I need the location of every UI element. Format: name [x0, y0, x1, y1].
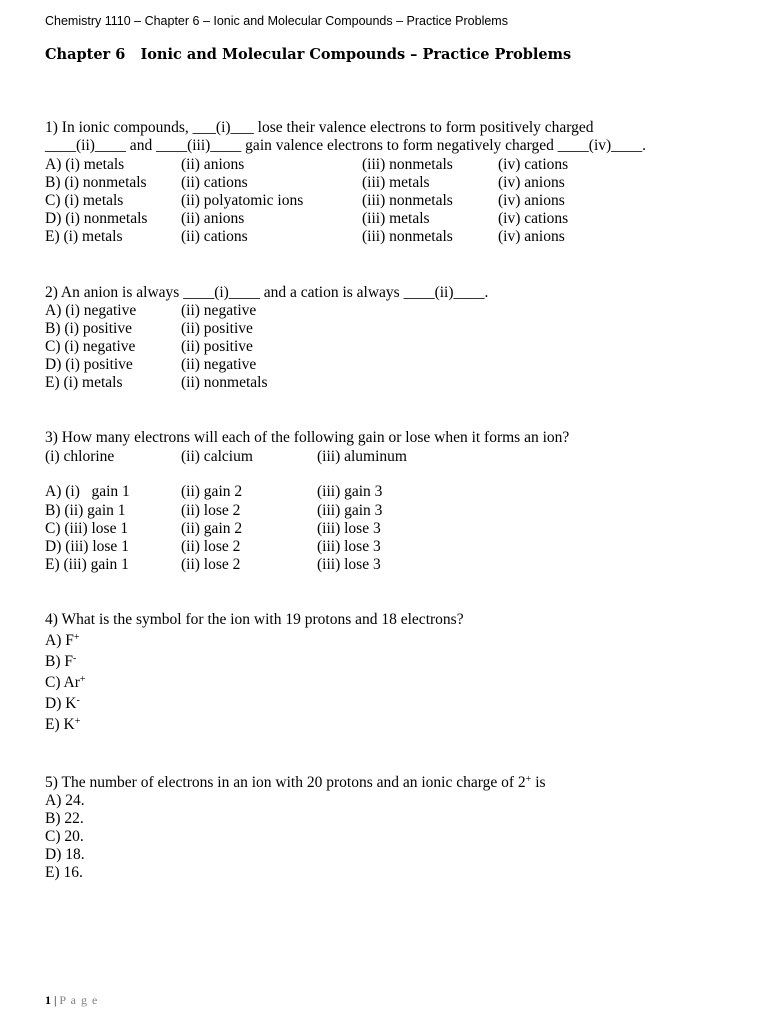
ionic-charge-sign: +	[525, 774, 532, 785]
option-a-col-1: A) (i) negative	[45, 302, 137, 319]
ion-charge: +	[73, 632, 80, 643]
option-d: D) 18.	[45, 846, 85, 863]
option-a-col-1: A) (i) gain 1	[45, 483, 130, 500]
page-label: P a g e	[59, 993, 99, 1007]
option-e-col-1: E) (iii) gain 1	[45, 556, 129, 573]
option-b	[45, 653, 76, 671]
option-c-col-2: (ii) gain 2	[181, 520, 243, 537]
option-a-col-1: A) (i) metals	[45, 156, 125, 173]
option-c-col-2: (ii) polyatomic ions	[181, 192, 304, 209]
option-e-col-3: (iii) lose 3	[317, 556, 381, 573]
option-c-col-1: C) (i) metals	[45, 192, 124, 209]
footer-separator: |	[51, 993, 60, 1007]
option-b-col-2: (ii) cations	[181, 174, 248, 191]
option-c-col-3: (iii) lose 3	[317, 520, 381, 537]
question-3-stem: 3) How many electrons will each of the following gain or lose when it forms an ion?	[45, 429, 570, 446]
option-d-col-2: (ii) negative	[181, 356, 257, 373]
question-1-stem-line-2: ____(ii)____ and ____(iii)____ gain valence electrons to form negatively charged ____(iv)____.	[45, 137, 647, 154]
question-4-stem: 4) What is the symbol for the ion with 19 protons and 18 electrons?	[45, 611, 464, 628]
question-2-stem: 2) An anion is always ____(i)____ and a cation is always ____(ii)____.	[45, 284, 489, 301]
option-e-col-2: (ii) cations	[181, 228, 248, 245]
option-c-col-1: C) (i) negative	[45, 338, 136, 355]
ion-charge: +	[79, 674, 86, 685]
option-c-col-1: C) (iii) lose 1	[45, 520, 129, 537]
option-e-col-1: E) (i) metals	[45, 374, 123, 391]
page-number: 1	[45, 993, 51, 1007]
stem-text-end: is	[531, 774, 546, 791]
option-d-col-1: D) (i) positive	[45, 356, 133, 373]
option-d-col-2: (ii) lose 2	[181, 538, 241, 555]
ion-charge: -	[73, 653, 77, 664]
option-b-col-3: (iii) gain 3	[317, 502, 383, 519]
option-label: D) K	[45, 695, 77, 712]
option-label: B) F	[45, 653, 73, 670]
stem-text: 5) The number of electrons in an ion with 20 protons and an ionic charge of 2	[45, 774, 526, 791]
running-header: Chemistry 1110 – Chapter 6 – Ionic and Molecular Compounds – Practice Problems	[45, 14, 508, 28]
item-aluminum: (iii) aluminum	[317, 448, 407, 465]
option-a-col-2: (ii) gain 2	[181, 483, 243, 500]
item-chlorine: (i) chlorine	[45, 448, 115, 465]
option-d	[45, 695, 80, 713]
option-a-col-2: (ii) anions	[181, 156, 245, 173]
option-a: A) 24.	[45, 792, 85, 809]
page-title: Chapter 6 Ionic and Molecular Compounds – Practice Problems	[45, 46, 572, 63]
option-e-col-1: E) (i) metals	[45, 228, 123, 245]
option-d-col-3: (iii) metals	[362, 210, 430, 227]
option-b-col-4: (iv) anions	[498, 174, 565, 191]
option-c-col-3: (iii) nonmetals	[362, 192, 453, 209]
question-5-stem	[45, 774, 546, 792]
option-e-col-3: (iii) nonmetals	[362, 228, 453, 245]
option-b-col-1: B) (i) nonmetals	[45, 174, 147, 191]
option-a-col-3: (iii) nonmetals	[362, 156, 453, 173]
option-b: B) 22.	[45, 810, 84, 827]
ion-charge: -	[76, 695, 80, 706]
option-c	[45, 674, 86, 692]
option-e-col-4: (iv) anions	[498, 228, 565, 245]
option-d-col-4: (iv) cations	[498, 210, 569, 227]
option-d-col-2: (ii) anions	[181, 210, 245, 227]
option-c-col-4: (iv) anions	[498, 192, 565, 209]
option-label: E) K	[45, 716, 75, 733]
ion-charge: +	[74, 716, 81, 727]
option-a	[45, 632, 80, 650]
option-b-col-3: (iii) metals	[362, 174, 430, 191]
option-c: C) 20.	[45, 828, 84, 845]
item-calcium: (ii) calcium	[181, 448, 253, 465]
option-e	[45, 716, 80, 734]
option-d-col-1: D) (i) nonmetals	[45, 210, 148, 227]
option-e-col-2: (ii) nonmetals	[181, 374, 268, 391]
option-a-col-2: (ii) negative	[181, 302, 257, 319]
option-e: E) 16.	[45, 864, 83, 881]
option-e-col-2: (ii) lose 2	[181, 556, 241, 573]
option-c-col-2: (ii) positive	[181, 338, 253, 355]
option-a-col-4: (iv) cations	[498, 156, 569, 173]
option-a-col-3: (iii) gain 3	[317, 483, 383, 500]
option-b-col-2: (ii) positive	[181, 320, 253, 337]
question-1-stem-line-1: 1) In ionic compounds, ___(i)___ lose their valence electrons to form positively charged	[45, 119, 594, 136]
option-label: C) Ar	[45, 674, 80, 691]
option-d-col-1: D) (iii) lose 1	[45, 538, 129, 555]
option-b-col-1: B) (i) positive	[45, 320, 132, 337]
option-b-col-1: B) (ii) gain 1	[45, 502, 126, 519]
option-label: A) F	[45, 632, 74, 649]
option-d-col-3: (iii) lose 3	[317, 538, 381, 555]
page-footer	[45, 993, 98, 1008]
option-b-col-2: (ii) lose 2	[181, 502, 241, 519]
